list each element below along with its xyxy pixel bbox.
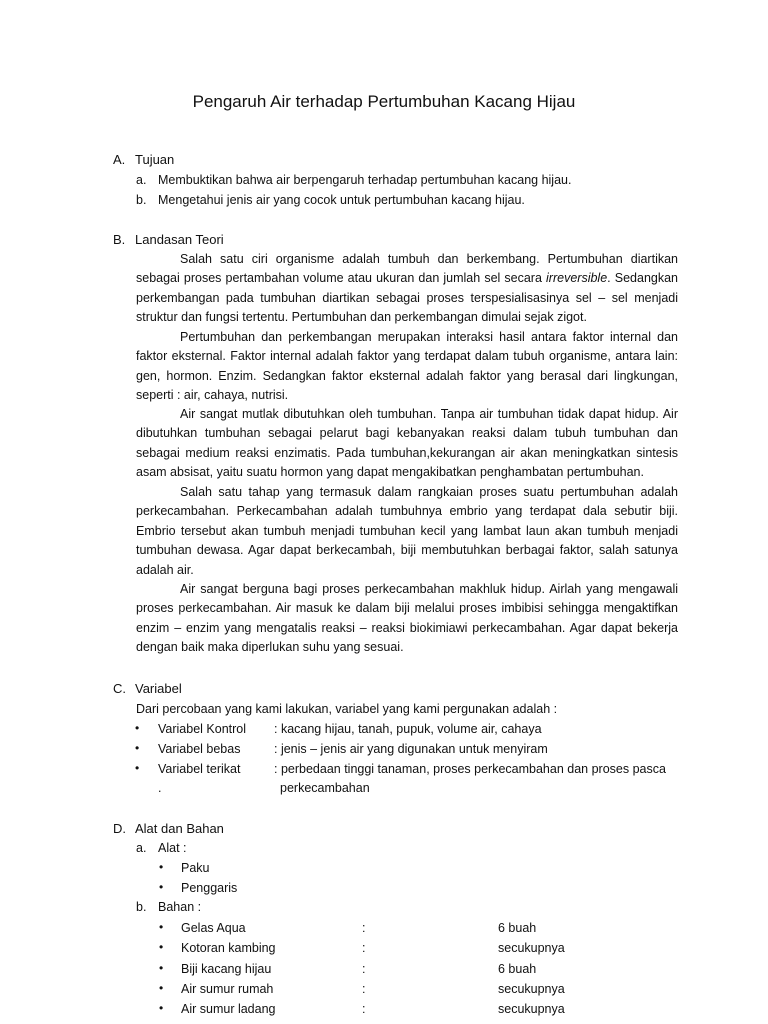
document-title: Pengaruh Air terhadap Pertumbuhan Kacang Hijau — [192, 92, 576, 111]
bahan-qty: 6 buah — [498, 962, 537, 976]
tujuan-marker-a: a. — [136, 173, 147, 187]
bahan-separator: : — [362, 941, 366, 955]
variable-name: Variabel terikat — [158, 762, 241, 776]
variable-value-continuation: perkecambahan — [280, 781, 370, 795]
section-title: Tujuan — [135, 152, 175, 167]
section-b-heading — [113, 232, 224, 247]
stray-dot: . — [158, 781, 162, 795]
alat-item: Paku — [181, 861, 210, 875]
bahan-separator: : — [362, 1002, 366, 1016]
teori-paragraph-1: Salah satu ciri organisme adalah tumbuh dan berkembang. Pertumbuhan diartikan sebagai proses pertambahan volume atau ukuran dan jumlah sel secara irreversible. Sedangkan perkembangan pada tumbuhan diartikan sebagai proses terspesialisasinya sel – sel menjadi struktur dan fungsi tertentu. Pertumbuhan dan perkembangan dimulai sejak zigot. — [136, 252, 678, 325]
alat-label: Alat : — [158, 841, 187, 855]
bahan-name: Gelas Aqua — [181, 921, 246, 935]
section-title: Alat dan Bahan — [135, 821, 224, 836]
bullet-icon: • — [159, 961, 164, 975]
bahan-separator: : — [362, 982, 366, 996]
alat-marker: a. — [136, 841, 147, 855]
section-d-heading — [113, 821, 224, 836]
bullet-icon: • — [159, 940, 164, 954]
bullet-icon: • — [135, 761, 140, 775]
tujuan-marker-b: b. — [136, 193, 147, 207]
tujuan-item-a: Membuktikan bahwa air berpengaruh terhadap pertumbuhan kacang hijau. — [158, 173, 572, 187]
bahan-name: Air sumur ladang — [181, 1002, 276, 1016]
bahan-qty: secukupnya — [498, 982, 565, 996]
variabel-intro: Dari percobaan yang kami lakukan, variabel yang kami pergunakan adalah : — [136, 702, 558, 716]
variable-value: : kacang hijau, tanah, pupuk, volume air, cahaya — [274, 722, 542, 736]
bullet-icon: • — [159, 1001, 164, 1015]
tujuan-item-b: Mengetahui jenis air yang cocok untuk pertumbuhan kacang hijau. — [158, 193, 525, 207]
section-letter: D. — [113, 821, 126, 836]
bahan-name: Air sumur rumah — [181, 982, 274, 996]
bullet-icon: • — [135, 741, 140, 755]
bullet-icon: • — [159, 981, 164, 995]
teori-paragraph-5: Air sangat berguna bagi proses perkecambahan makhluk hidup. Airlah yang mengawali proses perkecambahan. Air masuk ke dalam biji melalui proses imbibisi sehingga mengaktifkan enzim – enzim yang mengatalis reaksi – reaksi biokimiawi perkecambahan. Agar dapat bekerja dengan baik maka diperlukan suhu yang sesuai. — [136, 582, 678, 655]
bahan-qty: 6 buah — [498, 921, 537, 935]
bahan-name: Biji kacang hijau — [181, 962, 272, 976]
bullet-icon: • — [135, 721, 140, 735]
section-a-heading — [113, 152, 174, 167]
bahan-qty: secukupnya — [498, 1002, 565, 1016]
section-title: Variabel — [135, 681, 182, 696]
bahan-separator: : — [362, 921, 366, 935]
teori-paragraph-3: Air sangat mutlak dibutuhkan oleh tumbuhan. Tanpa air tumbuhan tidak dapat hidup. Air dibutuhkan tumbuhan sebagai pelarut bagi kebanyakan reaksi dalam tubuh tumbuhan dan sebagai medium reaksi enzimatis. Pada tumbuhan,kekurangan air akan meningkatkan sintesis asam absisat, yaitu suatu hormon yang dapat mengakibatkan penghambatan pertumbuhan. — [136, 407, 678, 480]
section-letter: C. — [113, 681, 126, 696]
bahan-separator: : — [362, 962, 366, 976]
variable-name: Variabel Kontrol — [158, 722, 247, 736]
variable-name: Variabel bebas — [158, 742, 241, 756]
section-letter: A. — [113, 152, 126, 167]
bullet-icon: • — [159, 920, 164, 934]
variable-value: : perbedaan tinggi tanaman, proses perkecambahan dan proses pasca — [274, 762, 666, 776]
teori-paragraph-2: Pertumbuhan dan perkembangan merupakan interaksi hasil antara faktor internal dan faktor eksternal. Faktor internal adalah faktor yang terdapat dalam tubuh organisme, antara lain: gen, hormon. Enzim. Sedangkan faktor eksternal adalah faktor yang berasal dari lingkungan, seperti : air, cahaya, nutrisi. — [136, 330, 678, 403]
alat-item: Penggaris — [181, 881, 238, 895]
bahan-qty: secukupnya — [498, 941, 565, 955]
bahan-name: Kotoran kambing — [181, 941, 276, 955]
bahan-marker: b. — [136, 900, 147, 914]
bahan-label: Bahan : — [158, 900, 202, 914]
teori-paragraph-4: Salah satu tahap yang termasuk dalam rangkaian proses suatu pertumbuhan adalah perkecambahan. Perkecambahan adalah tumbuhnya embrio yang terdapat dala sebutir biji. Embrio tersebut akan tumbuh menjadi tumbuhan kecil yang lambat laun akan tumbuh menjadi tumbuhan dewasa. Agar dapat berkecambah, biji membutuhkan berbagai faktor, salah satunya adalah air. — [136, 485, 678, 577]
italic-term: irreversible — [546, 271, 608, 286]
section-title: Landasan Teori — [135, 232, 224, 247]
bullet-icon: • — [159, 880, 164, 894]
section-c-heading — [113, 681, 182, 696]
bullet-icon: • — [159, 860, 164, 874]
variable-value: : jenis – jenis air yang digunakan untuk menyiram — [274, 742, 548, 756]
section-letter: B. — [113, 232, 126, 247]
